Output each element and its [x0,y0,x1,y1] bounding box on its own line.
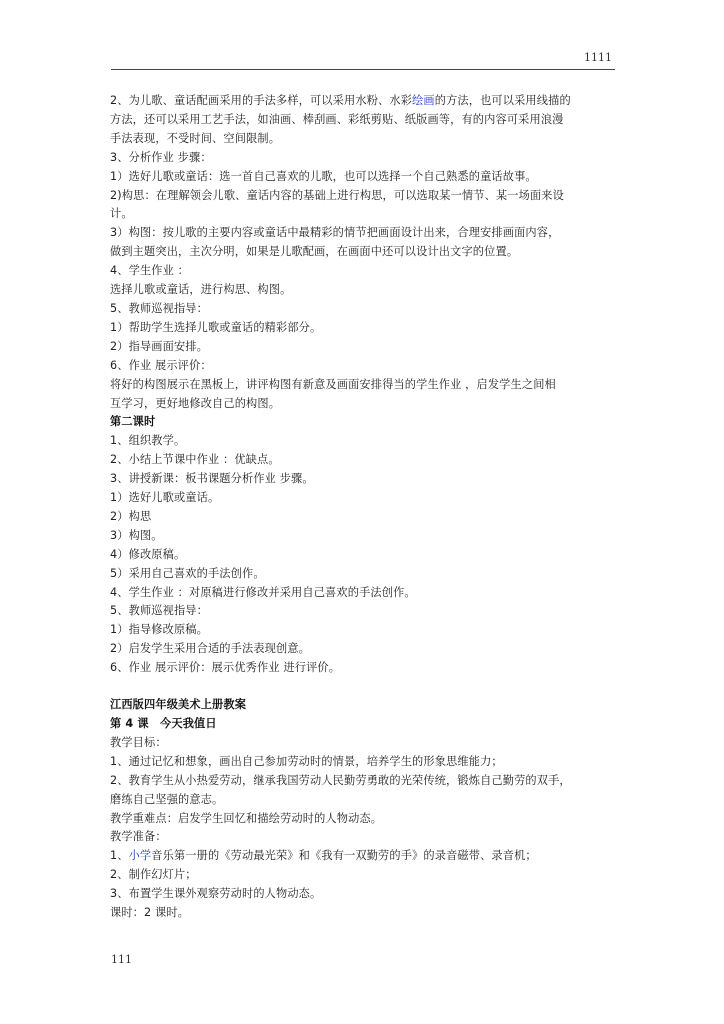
paragraph-line: 6、作业 展示评价：展示优秀作业 进行评价。 [110,661,341,675]
header-page-number: 1111 [584,51,612,64]
paragraph-line: 手法表现，不受时间、空间限制。 [110,131,281,145]
paragraph-line: 2）构思 [110,509,152,523]
paragraph-line: 1、组织教学。 [110,434,186,448]
paragraph-line: 1）选好儿歌或童话。 [110,491,220,505]
paragraph-line: 磨练自己坚强的意志。 [110,792,224,806]
paragraph-line: 1）帮助学生选择儿歌或童话的精彩部分。 [110,320,322,334]
paragraph-line: 1）选好儿歌或童话：选一首自己喜欢的儿歌，也可以选择一个自己熟悉的童话故事。 [110,169,537,183]
section-heading-second-lesson: 第二课时 [110,415,156,429]
paragraph-line: 3、分析作业 步骤： [110,150,212,164]
paragraph-line: 3）构图。 [110,528,163,542]
paragraph-line: 2、为儿歌、童话配画采用的手法多样，可以采用水粉、水彩绘画的方法，也可以采用线描的 [110,94,571,107]
paragraph-line: 课时：2 课时。 [110,906,189,920]
paragraph-line: 4）修改原稿。 [110,547,186,561]
document-body [110,92,618,923]
paragraph-line: 教学目标： [110,735,167,749]
paragraph-line: 教学重难点：启发学生回忆和描绘劳动时的人物动态。 [110,811,383,825]
paragraph-line: 4、学生作业 ： [110,264,189,278]
paragraph-line: 2、制作幻灯片； [110,868,197,882]
paragraph-line: 2）指导画面安排。 [110,339,208,353]
paragraph-line: 5、教师巡视指导： [110,604,208,618]
footer-page-number: 111 [111,953,132,966]
paragraph-line: 选择儿歌或童话，进行构思、构图。 [110,283,292,297]
paragraph-line: 3）构图：按儿歌的主要内容或童话中最精彩的情节把画面设计出来，合理安排画面内容， [110,226,560,240]
paragraph-line: 3、讲授新课：板书课题分析作业 步骤。 [110,472,314,486]
paragraph-line: 5、教师巡视指导： [110,301,208,315]
paragraph-line: 6、作业 展示评价： [110,358,212,372]
paragraph-line: 2)构思：在理解领会儿歌、童话内容的基础上进行构思，可以选取某一情节、某一场面来设 [110,188,564,202]
paragraph-line: 2）启发学生采用合适的手法表现创意。 [110,642,311,656]
paragraph-line: 1、小学音乐第一册的《劳动最光荣》和《我有一双勤劳的手》的录音磁带、录音机； [110,849,537,863]
paragraph-line: 2、小结上节课中作业 ：优缺点。 [110,453,280,467]
paragraph-line: 3、布置学生课外观察劳动时的人物动态。 [110,887,322,901]
paragraph-line: 2、教育学生从小热爱劳动，继承我国劳动人民勤劳勇敢的光荣传统，锻炼自己勤劳的双手， [110,773,571,787]
paragraph-line: 方法，还可以采用工艺手法，如油画、棒刮画、彩纸剪贴、纸版画等，有的内容可采用浪漫 [110,112,564,126]
paragraph-line: 计。 [110,207,133,221]
link-xiaoxue[interactable]: 小学 [128,849,152,863]
lesson-title: 第 4 课 今天我值日 [110,717,217,730]
paragraph-line: 教学准备： [110,830,167,844]
paragraph-line: 4、学生作业 ：对原稿进行修改并采用自己喜欢的手法创作。 [110,585,416,599]
paragraph-line: 5）采用自己喜欢的手法创作。 [110,566,265,580]
document-title: 江西版四年级美术上册教案 [110,698,247,712]
paragraph-line: 将好的构图展示在黑板上，讲评构图有新意及画面安排得当的学生作业 ，启发学生之间相 [110,377,556,391]
link-huihua[interactable]: 绘画 [412,94,435,107]
paragraph-line: 互学习，更好地修改自己的构图。 [110,396,281,410]
paragraph-line: 做到主题突出，主次分明，如果是儿歌配画，在画面中还可以设计出文字的位置。 [110,245,519,259]
paragraph-line: 1）指导修改原稿。 [110,623,208,637]
header-rule [111,69,615,70]
paragraph-line: 1、通过记忆和想象，画出自己参加劳动时的情景，培养学生的形象思维能力； [110,754,503,768]
